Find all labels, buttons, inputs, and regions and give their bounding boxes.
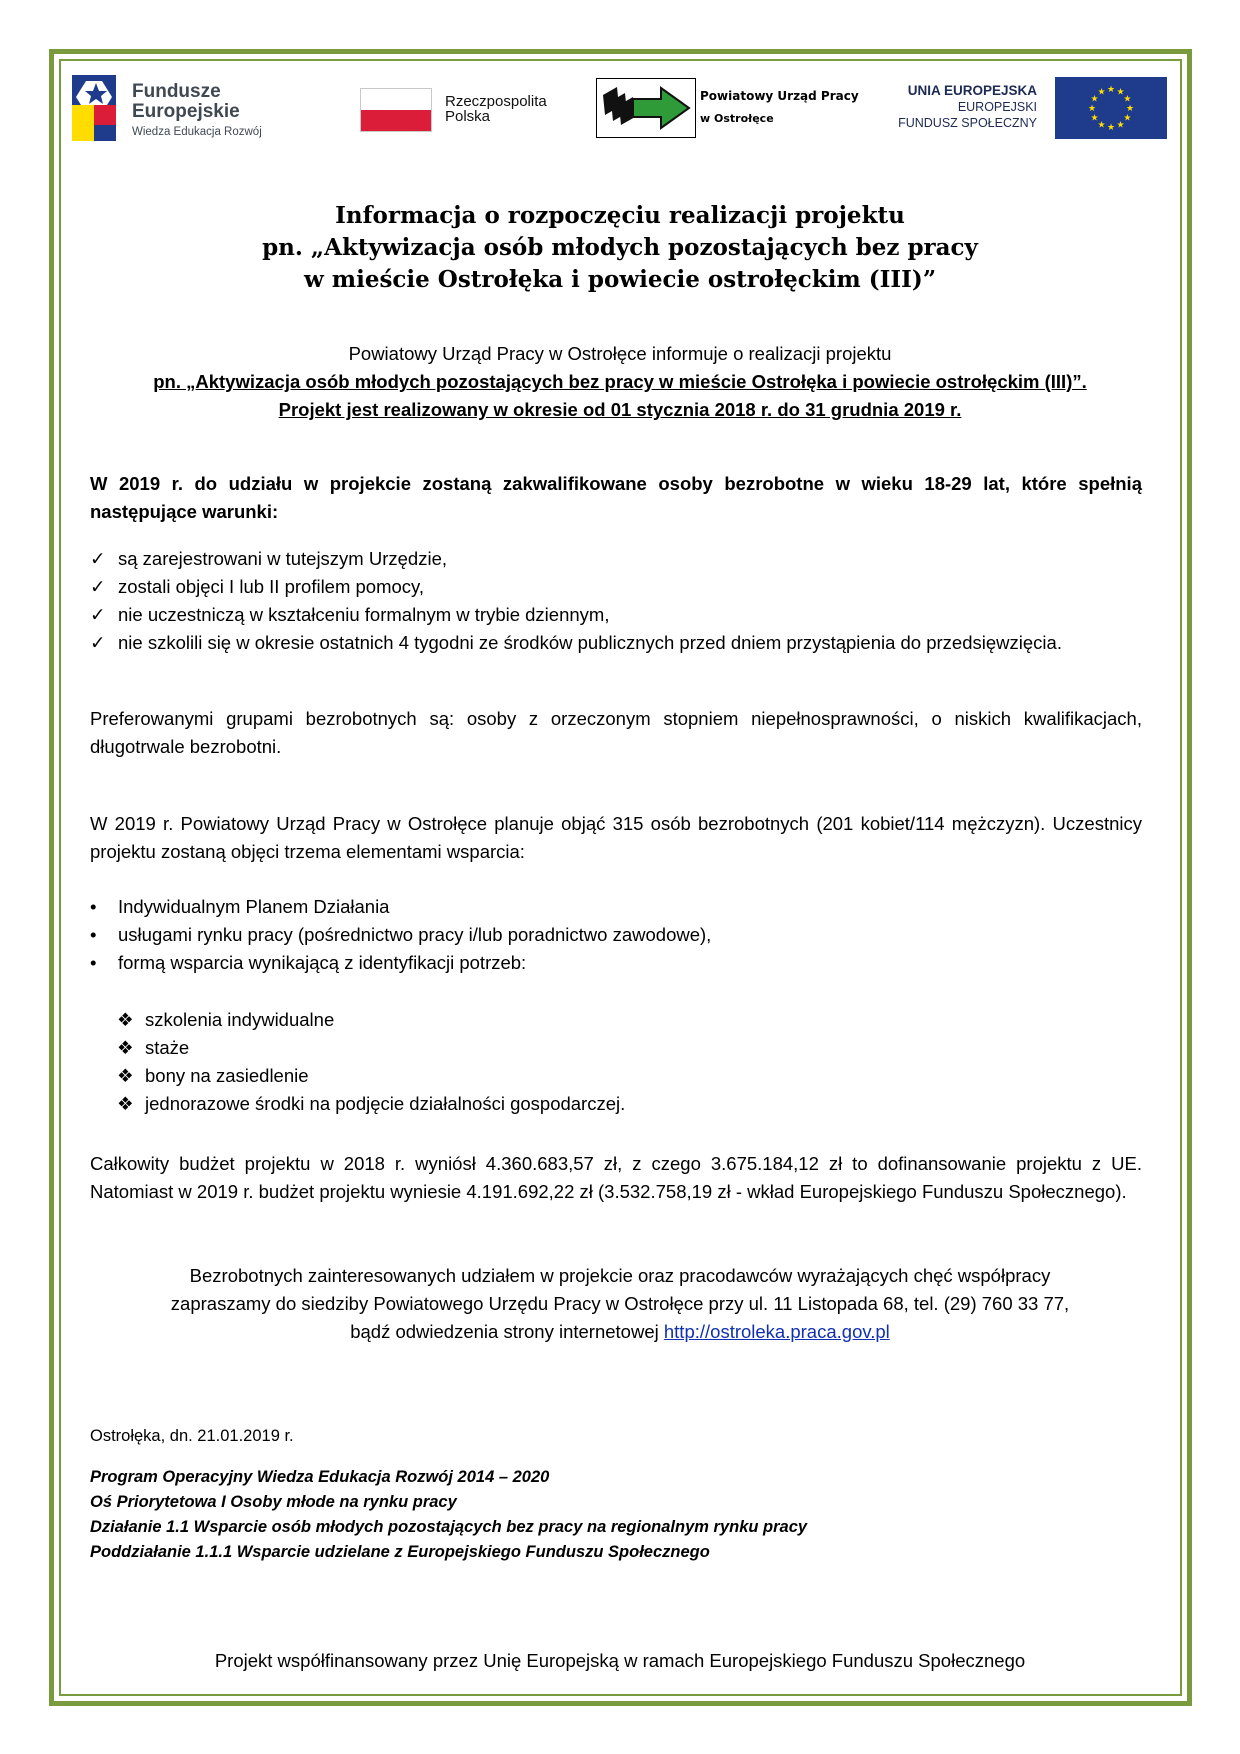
support-item	[90, 921, 1142, 949]
support-item-text: formą wsparcia wynikającą z identyfikacji potrzeb:	[118, 952, 527, 973]
intro-line3: Projekt jest realizowany w okresie od 01 stycznia 2018 r. do 31 grudnia 2019 r.	[278, 399, 962, 420]
budget-paragraph: Całkowity budżet projektu w 2018 r. wyniósł 4.360.683,57 zł, z czego 3.675.184,12 zł to dofinansowanie projektu z UE. Natomiast w 2019 r. budżet projektu wyniesie 4.191.692,22 zł (3.532.758,19 zł - wkład Europejskiego Funduszu Społecznego).	[90, 1153, 1142, 1202]
eu-star-icon: ★	[1090, 93, 1099, 104]
support-item-marker-icon: •	[90, 924, 97, 945]
condition-item-marker-icon: ✓	[90, 632, 106, 653]
support-item-marker-icon: •	[90, 896, 97, 917]
support-form-item-marker-icon: ❖	[117, 1093, 134, 1114]
ue-logo-line2: EUROPEJSKI	[957, 100, 1037, 114]
eu-star-icon: ★	[1097, 86, 1106, 97]
place-date: Ostrołęka, dn. 21.01.2019 r.	[90, 1427, 294, 1445]
invite-line1: Bezrobotnych zainteresowanych udziałem w projekcie oraz pracodawców wyrażających chęć współpracy	[189, 1265, 1051, 1286]
support-form-item	[117, 1034, 1117, 1062]
pup-arrow-icon	[596, 78, 696, 138]
preferred-groups: Preferowanymi grupami bezrobotnych są: osoby z orzeczonym stopniem niepełnosprawności, o niskich kwalifikacjach, długotrwale bezrobotni.	[90, 708, 1142, 757]
eu-flag-icon	[1055, 77, 1167, 139]
support-forms-list	[117, 1006, 1117, 1118]
ue-logo-line1: UNIA EUROPEJSKA	[907, 83, 1037, 98]
website-link[interactable]: http://ostroleka.praca.gov.pl	[663, 1321, 890, 1342]
condition-item	[90, 629, 1142, 657]
polish-flag-icon	[360, 88, 432, 132]
support-form-item-marker-icon: ❖	[117, 1037, 134, 1058]
plan-paragraph: W 2019 r. Powiatowy Urząd Pracy w Ostrołęce planuje objąć 315 osób bezrobotnych (201 kobiet/114 mężczyzn). Uczestnicy projektu zostaną objęci trzema elementami wsparcia:	[90, 813, 1142, 862]
support-item	[90, 893, 1142, 921]
conditions-list	[90, 545, 1142, 657]
condition-item-text: nie uczestniczą w kształceniu formalnym w trybie dziennym,	[118, 604, 610, 625]
eu-star-icon: ★	[1106, 122, 1116, 132]
fundusze-europejskie-logo	[72, 72, 304, 144]
eu-star-icon: ★	[1123, 93, 1132, 104]
condition-item	[90, 545, 1142, 573]
program-line: Program Operacyjny Wiedza Edukacja Rozwój 2014 – 2020	[90, 1468, 550, 1486]
page-border-inner	[59, 59, 1182, 1696]
pup-logo-line2: w Ostrołęce	[700, 112, 774, 125]
support-form-item-text: bony na zasiedlenie	[145, 1065, 309, 1086]
fe-logo-line2: Europejskie	[132, 101, 240, 122]
rp-logo-line2: Polska	[445, 108, 491, 125]
intro-paragraph	[90, 340, 1150, 424]
support-item-marker-icon: •	[90, 952, 97, 973]
rp-logo-line1: Rzeczpospolita	[445, 93, 547, 110]
eu-star-icon: ★	[1116, 86, 1125, 97]
ue-logo-line3: FUNDUSZ SPOŁECZNY	[898, 116, 1037, 130]
intro-line1: Powiatowy Urząd Pracy w Ostrołęce informuje o realizacji projektu	[348, 343, 892, 364]
eligibility-intro: W 2019 r. do udziału w projekcie zostaną zakwalifikowane osoby bezrobotne w wieku 18-29 lat, które spełnią następujące warunki:	[90, 473, 1142, 522]
condition-item-text: zostali objęci I lub II profilem pomocy,	[118, 576, 425, 597]
document-title	[90, 200, 1150, 296]
program-info	[90, 1465, 807, 1565]
support-form-item-text: jednorazowe środki na podjęcie działalności gospodarczej.	[145, 1093, 626, 1114]
intro-line2: pn. „Aktywizacja osób młodych pozostających bez pracy w mieście Ostrołęka i powiecie ostrołęckim (III)”.	[153, 371, 1087, 392]
condition-item-text: są zarejestrowani w tutejszym Urzędzie,	[118, 548, 447, 569]
support-form-item	[117, 1062, 1117, 1090]
support-form-item	[117, 1090, 1117, 1118]
condition-item-marker-icon: ✓	[90, 576, 106, 597]
title-line2: pn. „Aktywizacja osób młodych pozostających bez pracy	[262, 234, 978, 261]
unia-europejska-logo	[880, 77, 1167, 139]
support-list	[90, 893, 1142, 977]
condition-item-text: nie szkolili się w okresie ostatnich 4 tygodni ze środków publicznych przed dniem przystąpienia do przedsięwzięcia.	[118, 632, 1062, 653]
support-form-item-text: szkolenia indywidualne	[145, 1009, 335, 1030]
fe-logo-line3: Wiedza Edukacja Rozwój	[132, 126, 262, 138]
eu-star-icon: ★	[1090, 112, 1099, 123]
eu-star-icon: ★	[1097, 119, 1106, 130]
pup-logo-line1: Powiatowy Urząd Pracy	[700, 89, 859, 103]
support-item-text: Indywidualnym Planem Działania	[118, 896, 390, 917]
title-line1: Informacja o rozpoczęciu realizacji projektu	[335, 202, 905, 229]
eu-star-icon: ★	[1123, 112, 1132, 123]
support-item-text: usługami rynku pracy (pośrednictwo pracy i/lub poradnictwo zawodowe),	[118, 924, 712, 945]
fe-star-icon	[72, 75, 116, 141]
condition-item	[90, 601, 1142, 629]
condition-item	[90, 573, 1142, 601]
support-item	[90, 949, 1142, 977]
program-line: Poddziałanie 1.1.1 Wsparcie udzielane z Europejskiego Funduszu Społecznego	[90, 1543, 710, 1561]
footer-note: Projekt współfinansowany przez Unię Europejską w ramach Europejskiego Funduszu Społecznego	[214, 1650, 1026, 1671]
condition-item-marker-icon: ✓	[90, 604, 106, 625]
pup-ostroleka-logo	[596, 78, 866, 140]
invitation-paragraph	[90, 1262, 1150, 1346]
fe-logo-line1: Fundusze	[132, 81, 221, 102]
title-line3: w mieście Ostrołęka i powiecie ostrołęckim (III)”	[303, 266, 937, 293]
eu-star-icon: ★	[1116, 119, 1125, 130]
support-form-item-text: staże	[145, 1037, 190, 1058]
program-line: Oś Priorytetowa I Osoby młode na rynku pracy	[90, 1493, 457, 1511]
eu-star-icon: ★	[1087, 103, 1097, 113]
rzeczpospolita-polska-logo	[360, 88, 580, 134]
support-form-item-marker-icon: ❖	[117, 1009, 134, 1030]
program-line: Działanie 1.1 Wsparcie osób młodych pozostających bez pracy na regionalnym rynku pracy	[90, 1518, 808, 1536]
eu-star-icon: ★	[1106, 84, 1116, 94]
invite-line2: zapraszamy do siedziby Powiatowego Urzędu Pracy w Ostrołęce przy ul. 11 Listopada 68, tel. (29) 760 33 77,	[170, 1293, 1070, 1314]
support-form-item-marker-icon: ❖	[117, 1065, 134, 1086]
support-form-item	[117, 1006, 1117, 1034]
condition-item-marker-icon: ✓	[90, 548, 106, 569]
eu-star-icon: ★	[1125, 103, 1135, 113]
invite-line3: bądź odwiedzenia strony internetowej	[350, 1321, 664, 1342]
